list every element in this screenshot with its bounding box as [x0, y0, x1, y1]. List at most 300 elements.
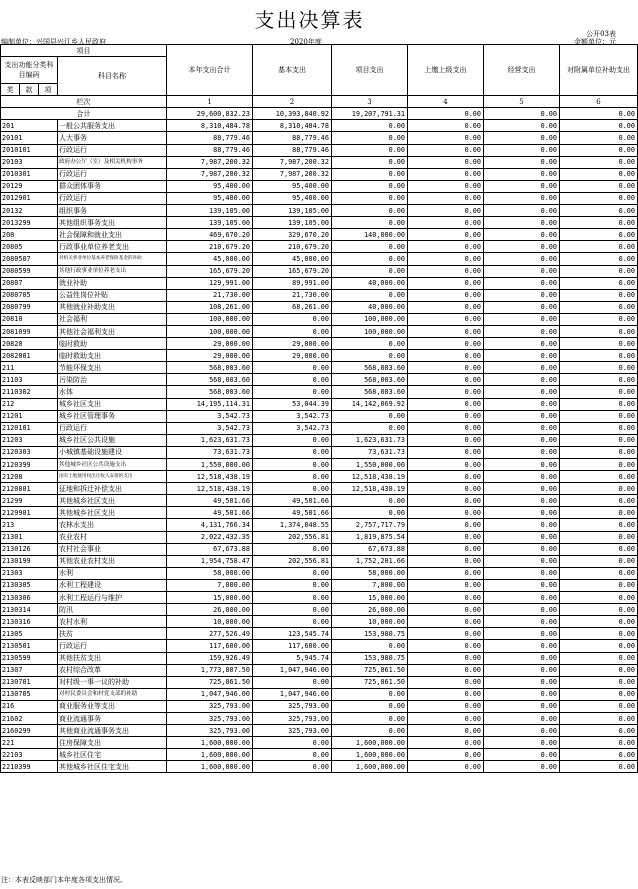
- amount-cell: 49,501.66: [253, 495, 332, 507]
- table-row: [1, 543, 638, 555]
- amount-cell: 0.00: [484, 374, 560, 386]
- amount-cell: 12,518,438.19: [332, 471, 408, 483]
- amount-cell: 0.00: [253, 676, 332, 688]
- amount-cell: 0.00: [408, 168, 484, 180]
- amount-cell: 1,623,631.73: [332, 434, 408, 446]
- amount-cell: 0.00: [408, 676, 484, 688]
- amount-cell: 73,631.73: [332, 446, 408, 458]
- amount-cell: 277,526.49: [167, 628, 253, 640]
- amount-cell: 325,793.00: [167, 700, 253, 712]
- amount-cell: 568,003.60: [332, 386, 408, 398]
- amount-cell: 0.00: [408, 156, 484, 168]
- amount-cell: 0.00: [332, 120, 408, 132]
- header-class: 类: [1, 84, 20, 96]
- amount-cell: 210,679.20: [253, 241, 332, 253]
- amount-cell: 0.00: [408, 265, 484, 277]
- subject-name: 其他城乡社区支出: [58, 495, 167, 507]
- amount-cell: 1,047,946.00: [253, 688, 332, 700]
- amount-cell: 0.00: [560, 543, 638, 555]
- table-row: [1, 422, 638, 434]
- subject-name: 水利: [58, 567, 167, 579]
- amount-cell: 12,518,438.19: [167, 471, 253, 483]
- subject-name: 行政事业单位养老支出: [58, 241, 167, 253]
- amount-cell: 725,861.50: [332, 664, 408, 676]
- amount-cell: 0.00: [253, 374, 332, 386]
- table-row: [1, 664, 638, 676]
- amount-cell: 0.00: [408, 253, 484, 265]
- amount-cell: 0.00: [560, 749, 638, 761]
- amount-cell: 3,542.73: [167, 410, 253, 422]
- amount-cell: 0.00: [253, 604, 332, 616]
- fiscal-year: 2020年度: [290, 38, 322, 46]
- subject-code: 2130701: [1, 676, 58, 688]
- amount-cell: 0.00: [484, 604, 560, 616]
- amount-cell: 0.00: [408, 120, 484, 132]
- amount-cell: 0.00: [560, 592, 638, 604]
- amount-cell: 568,003.60: [167, 386, 253, 398]
- amount-cell: 7,000.00: [167, 579, 253, 591]
- amount-cell: 0.00: [408, 592, 484, 604]
- amount-cell: 0.00: [484, 410, 560, 422]
- amount-cell: 0.00: [560, 313, 638, 325]
- subject-name: 临时救助: [58, 338, 167, 350]
- subject-name: 商业流通事务: [58, 712, 167, 724]
- amount-cell: 0.00: [484, 507, 560, 519]
- amount-cell: 0.00: [484, 156, 560, 168]
- amount-cell: 0.00: [484, 664, 560, 676]
- subject-name: 行政运行: [58, 640, 167, 652]
- amount-cell: 0.00: [560, 398, 638, 410]
- subject-code: 2129901: [1, 507, 58, 519]
- amount-cell: 5,945.74: [253, 652, 332, 664]
- table-row: [1, 616, 638, 628]
- amount-cell: 0.00: [253, 459, 332, 471]
- subject-name: 扶贫: [58, 628, 167, 640]
- amount-cell: 165,679.20: [253, 265, 332, 277]
- amount-cell: 29,000.00: [167, 338, 253, 350]
- amount-cell: 0.00: [408, 301, 484, 313]
- amount-cell: 1,600,000.00: [167, 749, 253, 761]
- amount-cell: 117,600.00: [253, 640, 332, 652]
- amount-cell: 0.00: [560, 168, 638, 180]
- subject-name: 防汛: [58, 604, 167, 616]
- header-col-no: 栏次: [1, 96, 167, 108]
- subject-name: 组织事务: [58, 205, 167, 217]
- table-row: [1, 507, 638, 519]
- subject-name: 其他城乡社区住宅支出: [58, 761, 167, 773]
- subject-code: 20132: [1, 205, 58, 217]
- amount-cell: 568,003.60: [167, 374, 253, 386]
- amount-cell: 0.00: [484, 120, 560, 132]
- amount-cell: 0.00: [560, 362, 638, 374]
- subject-name: 人大事务: [58, 132, 167, 144]
- amount-cell: 117,600.00: [167, 640, 253, 652]
- amount-cell: 12,518,438.19: [332, 483, 408, 495]
- subject-code: 21602: [1, 712, 58, 724]
- amount-cell: 100,000.00: [167, 325, 253, 337]
- amount-cell: 0.00: [560, 229, 638, 241]
- amount-cell: 0.00: [253, 483, 332, 495]
- amount-cell: 0.00: [484, 132, 560, 144]
- amount-cell: 0.00: [560, 652, 638, 664]
- amount-cell: 0.00: [560, 495, 638, 507]
- subject-code: 2120801: [1, 483, 58, 495]
- amount-cell: 0.00: [560, 289, 638, 301]
- header-col-6: 对附属单位补助支出: [560, 45, 638, 96]
- table-row: [1, 132, 638, 144]
- amount-cell: 0.00: [484, 313, 560, 325]
- amount-cell: 0.00: [560, 616, 638, 628]
- amount-cell: 7,000.00: [332, 579, 408, 591]
- amount-cell: 0.00: [408, 471, 484, 483]
- col-number: 3: [332, 96, 408, 108]
- table-number: 公开03表: [586, 30, 616, 38]
- col-number: 6: [560, 96, 638, 108]
- subject-name: 政府办公厅（室）及相关机构事务: [58, 156, 167, 168]
- header-entry: 项: [39, 84, 58, 96]
- subject-code: 2080799: [1, 301, 58, 313]
- subject-code: 2082001: [1, 350, 58, 362]
- table-row: [1, 628, 638, 640]
- amount-cell: 0.00: [484, 217, 560, 229]
- table-row: [1, 567, 638, 579]
- total-value: 10,393,040.92: [253, 108, 332, 120]
- table-row: [1, 495, 638, 507]
- amount-cell: 0.00: [253, 362, 332, 374]
- subject-name: 行政运行: [58, 422, 167, 434]
- subject-name: 社会保障和就业支出: [58, 229, 167, 241]
- amount-cell: 0.00: [560, 277, 638, 289]
- amount-cell: 0.00: [408, 241, 484, 253]
- amount-cell: 0.00: [484, 301, 560, 313]
- amount-cell: 73,631.73: [167, 446, 253, 458]
- amount-cell: 0.00: [560, 761, 638, 773]
- subject-name: 其他扶贫支出: [58, 652, 167, 664]
- amount-cell: 202,556.81: [253, 531, 332, 543]
- amount-cell: 568,003.60: [167, 362, 253, 374]
- amount-cell: 1,600,000.00: [167, 737, 253, 749]
- amount-cell: 0.00: [484, 616, 560, 628]
- amount-cell: 0.00: [408, 277, 484, 289]
- currency-unit: 金额单位：元: [574, 38, 616, 46]
- amount-cell: 0.00: [484, 725, 560, 737]
- subject-code: 2130501: [1, 640, 58, 652]
- subject-name: 城乡社区公共设施: [58, 434, 167, 446]
- amount-cell: 58,000.00: [332, 567, 408, 579]
- amount-cell: 0.00: [484, 531, 560, 543]
- amount-cell: 89,991.00: [253, 277, 332, 289]
- amount-cell: 0.00: [408, 519, 484, 531]
- subject-name: 水利工程运行与维护: [58, 592, 167, 604]
- amount-cell: 0.00: [560, 338, 638, 350]
- header-subject-name: 科目名称: [58, 57, 167, 96]
- amount-cell: 3,542.73: [253, 410, 332, 422]
- amount-cell: 0.00: [408, 555, 484, 567]
- amount-cell: 0.00: [253, 386, 332, 398]
- amount-cell: 1,954,758.47: [167, 555, 253, 567]
- amount-cell: 0.00: [408, 144, 484, 156]
- amount-cell: 0.00: [560, 253, 638, 265]
- amount-cell: 88,779.46: [253, 132, 332, 144]
- table-row: [1, 374, 638, 386]
- amount-cell: 100,000.00: [332, 313, 408, 325]
- amount-cell: 0.00: [408, 749, 484, 761]
- table-row: [1, 519, 638, 531]
- amount-cell: 0.00: [332, 725, 408, 737]
- total-label: 合计: [1, 108, 167, 120]
- subject-code: 21103: [1, 374, 58, 386]
- subject-name: 对村级一事一议的补助: [58, 676, 167, 688]
- header-col-5: 经营支出: [484, 45, 560, 96]
- amount-cell: 0.00: [484, 628, 560, 640]
- amount-cell: 0.00: [484, 289, 560, 301]
- total-value: 0.00: [484, 108, 560, 120]
- table-row: [1, 265, 638, 277]
- subject-code: 208: [1, 229, 58, 241]
- amount-cell: 10,000.00: [167, 616, 253, 628]
- amount-cell: 0.00: [560, 301, 638, 313]
- amount-cell: 0.00: [484, 471, 560, 483]
- amount-cell: 0.00: [484, 700, 560, 712]
- subject-code: 2120399: [1, 459, 58, 471]
- amount-cell: 0.00: [560, 446, 638, 458]
- amount-cell: 0.00: [560, 459, 638, 471]
- subject-code: 21201: [1, 410, 58, 422]
- amount-cell: 0.00: [408, 531, 484, 543]
- amount-cell: 0.00: [408, 192, 484, 204]
- amount-cell: 0.00: [560, 725, 638, 737]
- table-row: [1, 217, 638, 229]
- amount-cell: 0.00: [332, 350, 408, 362]
- amount-cell: 0.00: [408, 422, 484, 434]
- subject-code: 211: [1, 362, 58, 374]
- table-row: [1, 446, 638, 458]
- amount-cell: 3,542.73: [167, 422, 253, 434]
- table-row: [1, 434, 638, 446]
- amount-cell: 40,000.00: [332, 277, 408, 289]
- table-row: [1, 205, 638, 217]
- amount-cell: 1,600,000.00: [332, 749, 408, 761]
- amount-cell: 140,000.00: [332, 229, 408, 241]
- amount-cell: 0.00: [560, 628, 638, 640]
- amount-cell: 0.00: [484, 144, 560, 156]
- amount-cell: 0.00: [408, 579, 484, 591]
- amount-cell: 14,195,114.31: [167, 398, 253, 410]
- amount-cell: 45,000.00: [253, 253, 332, 265]
- table-row: [1, 156, 638, 168]
- total-value: 29,600,832.23: [167, 108, 253, 120]
- amount-cell: 0.00: [484, 567, 560, 579]
- subject-code: 21203: [1, 434, 58, 446]
- table-row: [1, 277, 638, 289]
- subject-code: 20807: [1, 277, 58, 289]
- amount-cell: 1,600,000.00: [332, 737, 408, 749]
- amount-cell: 21,730.00: [253, 289, 332, 301]
- amount-cell: 0.00: [253, 543, 332, 555]
- amount-cell: 0.00: [332, 168, 408, 180]
- subject-name: 城乡社区支出: [58, 398, 167, 410]
- amount-cell: 2,757,717.79: [332, 519, 408, 531]
- amount-cell: 0.00: [332, 156, 408, 168]
- subject-name: 其他社会福利支出: [58, 325, 167, 337]
- amount-cell: 0.00: [408, 712, 484, 724]
- subject-code: 2130199: [1, 555, 58, 567]
- amount-cell: 0.00: [560, 205, 638, 217]
- amount-cell: 0.00: [332, 132, 408, 144]
- amount-cell: 0.00: [484, 579, 560, 591]
- subject-name: 城乡社区住宅: [58, 749, 167, 761]
- amount-cell: 0.00: [484, 483, 560, 495]
- amount-cell: 202,556.81: [253, 555, 332, 567]
- table-row: [1, 688, 638, 700]
- subject-name: 农村水利: [58, 616, 167, 628]
- amount-cell: 153,980.75: [332, 652, 408, 664]
- amount-cell: 26,000.00: [167, 604, 253, 616]
- amount-cell: 95,400.00: [167, 192, 253, 204]
- subject-name: 农林水支出: [58, 519, 167, 531]
- subject-name: 污染防治: [58, 374, 167, 386]
- amount-cell: 26,000.00: [332, 604, 408, 616]
- subject-name: 其他农业农村支出: [58, 555, 167, 567]
- amount-cell: 0.00: [253, 446, 332, 458]
- subject-code: 2130305: [1, 579, 58, 591]
- expenditure-table: [0, 44, 638, 773]
- amount-cell: 49,501.66: [167, 507, 253, 519]
- amount-cell: 29,000.00: [253, 338, 332, 350]
- amount-cell: 53,044.39: [253, 398, 332, 410]
- subject-code: 20820: [1, 338, 58, 350]
- amount-cell: 159,926.49: [167, 652, 253, 664]
- amount-cell: 0.00: [560, 350, 638, 362]
- amount-cell: 1,374,048.55: [253, 519, 332, 531]
- amount-cell: 14,142,069.92: [332, 398, 408, 410]
- amount-cell: 0.00: [408, 688, 484, 700]
- amount-cell: 139,105.00: [167, 205, 253, 217]
- amount-cell: 0.00: [408, 483, 484, 495]
- amount-cell: 0.00: [332, 289, 408, 301]
- amount-cell: 0.00: [253, 567, 332, 579]
- table-row: [1, 579, 638, 591]
- amount-cell: 1,600,000.00: [332, 761, 408, 773]
- table-row: [1, 640, 638, 652]
- amount-cell: 2,022,432.35: [167, 531, 253, 543]
- amount-cell: 7,987,200.32: [167, 156, 253, 168]
- subject-code: 21305: [1, 628, 58, 640]
- amount-cell: 0.00: [332, 507, 408, 519]
- amount-cell: 0.00: [484, 241, 560, 253]
- amount-cell: 0.00: [332, 688, 408, 700]
- amount-cell: 0.00: [253, 737, 332, 749]
- amount-cell: 0.00: [408, 507, 484, 519]
- amount-cell: 568,003.60: [332, 374, 408, 386]
- amount-cell: 0.00: [408, 338, 484, 350]
- amount-cell: 153,980.75: [332, 628, 408, 640]
- subject-name: 行政运行: [58, 144, 167, 156]
- amount-cell: 0.00: [484, 434, 560, 446]
- amount-cell: 0.00: [408, 737, 484, 749]
- amount-cell: 129,991.00: [167, 277, 253, 289]
- table-row: [1, 410, 638, 422]
- amount-cell: 1,623,631.73: [167, 434, 253, 446]
- table-row: [1, 253, 638, 265]
- amount-cell: 0.00: [560, 483, 638, 495]
- subject-name: 农业农村: [58, 531, 167, 543]
- subject-code: 2130314: [1, 604, 58, 616]
- amount-cell: 0.00: [560, 217, 638, 229]
- amount-cell: 0.00: [560, 422, 638, 434]
- amount-cell: 0.00: [253, 313, 332, 325]
- amount-cell: 29,000.00: [253, 350, 332, 362]
- amount-cell: 0.00: [253, 471, 332, 483]
- total-row: [1, 108, 638, 120]
- subject-code: 216: [1, 700, 58, 712]
- total-value: 0.00: [560, 108, 638, 120]
- subject-code: 20129: [1, 180, 58, 192]
- amount-cell: 0.00: [484, 325, 560, 337]
- amount-cell: 1,550,000.00: [332, 459, 408, 471]
- subject-name: 农村综合改革: [58, 664, 167, 676]
- amount-cell: 1,752,201.66: [332, 555, 408, 567]
- amount-cell: 7,987,200.32: [253, 156, 332, 168]
- amount-cell: 0.00: [332, 640, 408, 652]
- amount-cell: 0.00: [408, 616, 484, 628]
- amount-cell: 0.00: [408, 289, 484, 301]
- amount-cell: 0.00: [484, 555, 560, 567]
- amount-cell: 0.00: [560, 471, 638, 483]
- amount-cell: 0.00: [332, 180, 408, 192]
- table-row: [1, 676, 638, 688]
- subject-name: 其他就业补助支出: [58, 301, 167, 313]
- subject-name: 其他城乡社区公共设施支出: [58, 459, 167, 471]
- amount-cell: 0.00: [560, 241, 638, 253]
- table-row: [1, 761, 638, 773]
- subject-code: 2120303: [1, 446, 58, 458]
- amount-cell: 8,310,484.78: [253, 120, 332, 132]
- amount-cell: 1,550,000.00: [167, 459, 253, 471]
- subject-name: 对村民委员会和村党支部的补助: [58, 688, 167, 700]
- amount-cell: 0.00: [560, 712, 638, 724]
- amount-cell: 0.00: [408, 386, 484, 398]
- amount-cell: 0.00: [484, 350, 560, 362]
- subject-code: 21208: [1, 471, 58, 483]
- amount-cell: 0.00: [484, 761, 560, 773]
- amount-cell: 325,793.00: [167, 712, 253, 724]
- amount-cell: 0.00: [332, 205, 408, 217]
- amount-cell: 0.00: [560, 531, 638, 543]
- amount-cell: 0.00: [408, 700, 484, 712]
- amount-cell: 21,730.00: [167, 289, 253, 301]
- col-number: 5: [484, 96, 560, 108]
- header-col-3: 项目支出: [332, 45, 408, 96]
- amount-cell: 0.00: [560, 555, 638, 567]
- subject-code: 20101: [1, 132, 58, 144]
- amount-cell: 7,987,200.32: [253, 168, 332, 180]
- subject-name: 临时救助支出: [58, 350, 167, 362]
- amount-cell: 0.00: [560, 434, 638, 446]
- table-row: [1, 120, 638, 132]
- subject-name: 行政运行: [58, 192, 167, 204]
- amount-cell: 0.00: [484, 168, 560, 180]
- amount-cell: 12,518,438.19: [167, 483, 253, 495]
- amount-cell: 139,105.00: [253, 205, 332, 217]
- subject-name: 社会福利: [58, 313, 167, 325]
- subject-code: 2120101: [1, 422, 58, 434]
- amount-cell: 0.00: [560, 156, 638, 168]
- subject-name: 对机关事业单位基本养老保险基金的补助: [58, 253, 167, 265]
- subject-name: 其他商业流通事务支出: [58, 725, 167, 737]
- amount-cell: 0.00: [560, 700, 638, 712]
- amount-cell: 469,670.20: [167, 229, 253, 241]
